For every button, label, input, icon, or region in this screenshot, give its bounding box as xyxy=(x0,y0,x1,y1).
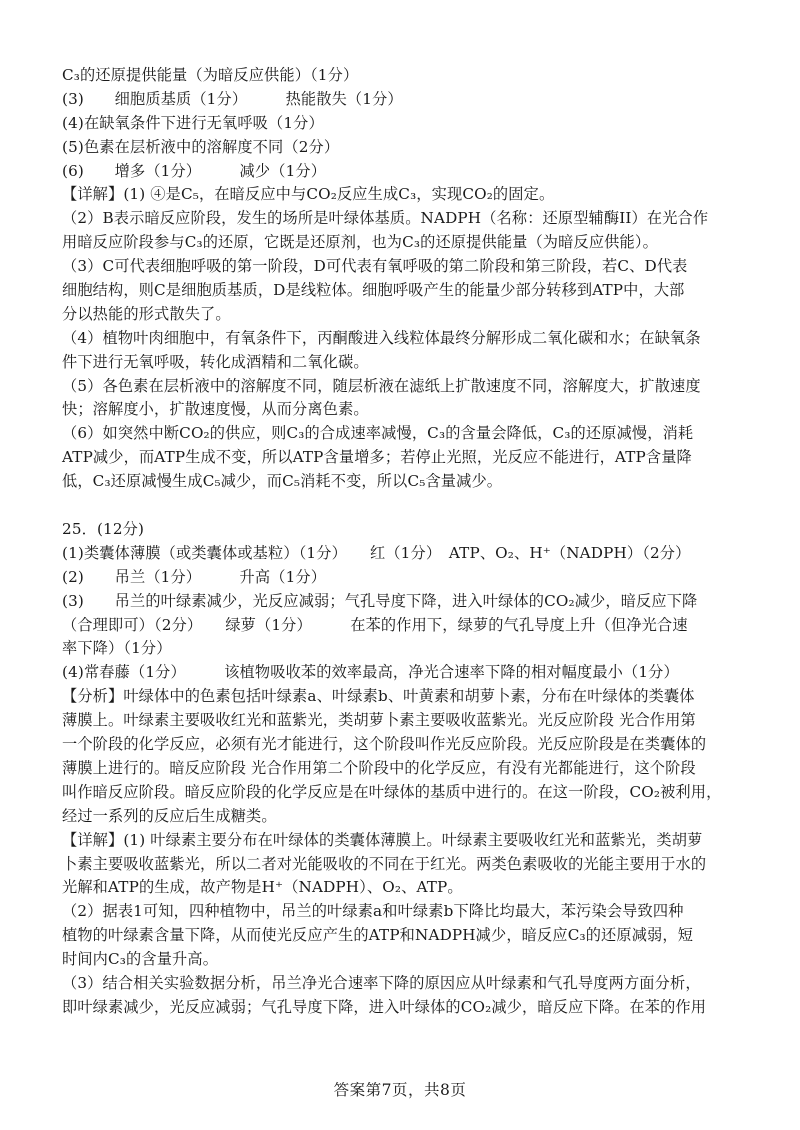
text-line: 件下进行无氧呼吸，转化成酒精和二氧化碳。 xyxy=(62,352,369,371)
text-line: 分以热能的形式散失了。 xyxy=(62,304,231,323)
text-line: 即叶绿素减少，光反应减弱；气孔导度下降，进入叶绿体的CO₂减少，暗反应下降。在苯的作用 xyxy=(62,997,707,1016)
text-line: ATP减少，而ATP生成不变，所以ATP含量增多；若停止光照，光反应不能进行，ATP含量降 xyxy=(62,448,692,467)
text-line: 薄膜上。叶绿素主要吸收红光和蓝紫光，类胡萝卜素主要吸收蓝紫光。光反应阶段 光合作用第 xyxy=(62,711,696,730)
text-line: 光解和ATP的生成，故产物是H⁺（NADPH）、O₂、ATP。 xyxy=(62,878,463,897)
text-line: 低，C₃还原减慢生成C₅减少，而C₅消耗不变，所以C₅含量减少。 xyxy=(62,472,503,491)
answer-page xyxy=(62,64,752,1020)
text-line: 快；溶解度小，扩散速度慢，从而分离色素。 xyxy=(62,400,369,419)
text-line: 细胞结构，则C是细胞质基质，D是线粒体。细胞呼吸产生的能量少部分转移到ATP中，大部 xyxy=(62,281,685,300)
text-line: （3）结合相关实验数据分析，吊兰净光合速率下降的原因应从叶绿素和气孔导度两方面分析， xyxy=(62,973,701,992)
text-line: (3) 细胞质基质（1分） 热能散失（1分） xyxy=(62,89,403,108)
text-line: （2）据表1可知，四种植物中，吊兰的叶绿素a和叶绿素b下降比均最大，苯污染会导致四种 xyxy=(62,902,684,921)
text-line: 用暗反应阶段参与C₃的还原，它既是还原剂，也为C₃的还原提供能量（为暗反应供能）。 xyxy=(62,233,658,252)
text-line: 【分析】叶绿体中的色素包括叶绿素a、叶绿素b、叶黄素和胡萝卜素，分布在叶绿体的类囊体 xyxy=(62,687,695,706)
text-line: 率下降）（1分） xyxy=(62,639,172,658)
text-line: (1)类囊体薄膜（或类囊体或基粒）（1分） 红（1分） ATP、O₂、H⁺（NADPH）（2分） xyxy=(62,543,691,562)
text-line: (3) 吊兰的叶绿素减少，光反应减弱；气孔导度下降，进入叶绿体的CO₂减少，暗反应下降 xyxy=(62,591,698,610)
text-line: (5)色素在层析液中的溶解度不同（2分） xyxy=(62,137,340,156)
text-line: 经过一系列的反应后生成糖类。 xyxy=(62,806,277,825)
text-line: C₃的还原提供能量（为暗反应供能）（1分） xyxy=(62,66,359,84)
text-line: （4）植物叶肉细胞中，有氧条件下，丙酮酸进入线粒体最终分解形成二氧化碳和水；在缺氧条 xyxy=(62,328,701,347)
text-line: 植物的叶绿素含量下降，从而使光反应产生的ATP和NADPH减少，暗反应C₃的还原减弱，短 xyxy=(62,926,694,945)
text-line: 叫作暗反应阶段。暗反应阶段的化学反应是在叶绿体的基质中进行的。在这一阶段，CO₂被利用， xyxy=(62,782,722,801)
text-line: （2）B表示暗反应阶段，发生的场所是叶绿体基质。NADPH（名称：还原型辅酶II）在光合作 xyxy=(62,209,709,228)
text-line: 时间内C₃的含量升高。 xyxy=(62,950,219,969)
text-line: (2) 吊兰（1分） 升高（1分） xyxy=(62,567,327,586)
text-line: (4)在缺氧条件下进行无氧呼吸（1分） xyxy=(62,113,324,132)
text-line: （3）C可代表细胞呼吸的第一阶段，D可代表有氧呼吸的第二阶段和第三阶段，若C、D代表 xyxy=(62,257,688,276)
text-line: (6) 增多（1分） 减少（1分） xyxy=(62,161,327,180)
text-line: 【详解】(1) 叶绿素主要分布在叶绿体的类囊体薄膜上。叶绿素主要吸收红光和蓝紫光，类胡萝 xyxy=(62,830,703,849)
text-line: （合理即可）（2分） 绿萝（1分） 在苯的作用下，绿萝的气孔导度上升（但净光合速 xyxy=(62,615,688,634)
text-line: （5）各色素在层析液中的溶解度不同，随层析液在滤纸上扩散速度不同，溶解度大，扩散速度 xyxy=(62,376,701,395)
text-line: 卜素主要吸收蓝紫光，所以二者对光能吸收的不同在于红光。两类色素吸收的光能主要用于水的 xyxy=(62,854,707,873)
text-line: 一个阶段的化学反应，必须有光才能进行，这个阶段叫作光反应阶段。光反应阶段是在类囊体的 xyxy=(62,735,707,754)
text-line: (4)常春藤（1分） 该植物吸收苯的效率最高，净光合速率下降的相对幅度最小（1分） xyxy=(62,663,679,682)
text-line: 薄膜上进行的。暗反应阶段 光合作用第二个阶段中的化学反应，有没有光都能进行，这个阶段 xyxy=(62,758,696,777)
text-line: （6）如突然中断CO₂的供应，则C₃的合成速率减慢，C₃的含量会降低，C₃的还原减慢，消耗 xyxy=(62,424,694,443)
page-footer: 答案第7页，共8页 xyxy=(333,1081,467,1099)
paragraph-gap xyxy=(62,494,752,518)
text-line: 【详解】(1) ④是C₅，在暗反应中与CO₂反应生成C₃，实现CO₂的固定。 xyxy=(62,185,555,204)
question-heading: 25．(12分) xyxy=(62,520,145,539)
